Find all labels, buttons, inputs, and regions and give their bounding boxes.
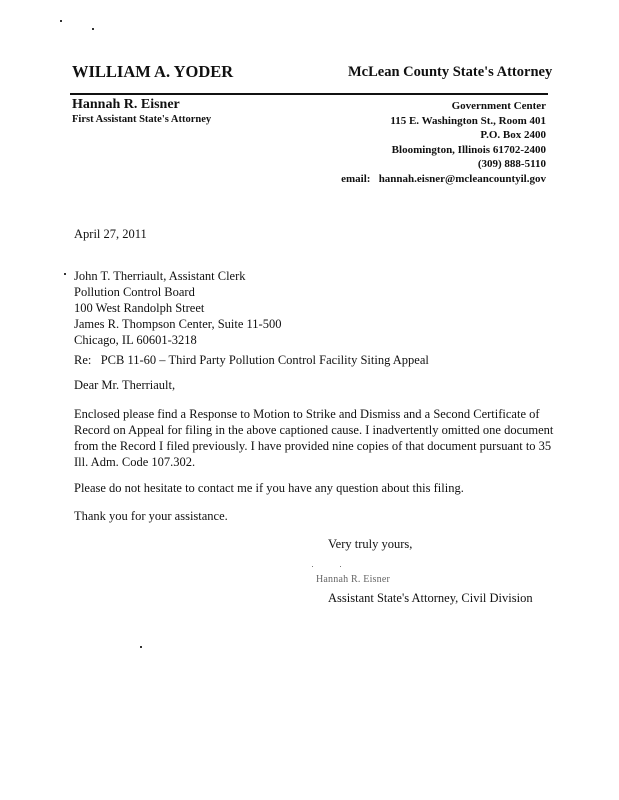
letterhead-divider <box>70 93 548 95</box>
body-paragraph <box>74 406 553 470</box>
signature-mark <box>312 566 313 567</box>
body-paragraph-contact: Please do not hesitate to contact me if you have any question about this filing. <box>74 481 464 495</box>
scan-speck <box>60 20 62 22</box>
subject-text: PCB 11-60 – Third Party Pollution Control Facility Siting Appeal <box>100 353 429 367</box>
subject-label: Re: <box>74 353 92 367</box>
address-line: Bloomington, Illinois 61702-2400 <box>391 143 546 156</box>
subject-line <box>74 352 429 368</box>
email-address[interactable]: hannah.eisner@mcleancountyil.gov <box>378 172 546 185</box>
signature-mark <box>340 566 341 567</box>
address-line: P.O. Box 2400 <box>480 129 546 142</box>
closing: Very truly yours, <box>328 537 413 551</box>
recipient-line: 100 West Randolph Street <box>74 301 205 315</box>
recipient-line: James R. Thompson Center, Suite 11-500 <box>74 317 282 331</box>
signature-name: Hannah R. Eisner <box>316 574 391 585</box>
letterhead-name: WILLIAM A. YODER <box>72 62 234 81</box>
paragraph-line: Enclosed please find a Response to Motion to Strike and Dismiss and a Second Certificate of <box>74 407 540 421</box>
sender-title: First Assistant State's Attorney <box>72 114 212 125</box>
email-line <box>341 172 546 187</box>
signature-title: Assistant State's Attorney, Civil Division <box>328 591 533 605</box>
letter-date: April 27, 2011 <box>74 227 147 241</box>
scan-speck <box>140 646 142 648</box>
scan-speck <box>64 273 66 275</box>
paragraph-line: from the Record I filed previously. I have provided nine copies of that document pursuant to 35 <box>74 439 552 453</box>
scan-speck <box>92 28 94 30</box>
email-label: email: <box>341 172 371 185</box>
recipient-line: Pollution Control Board <box>74 285 195 299</box>
address-block <box>341 99 546 187</box>
recipient-line: Chicago, IL 60601-3218 <box>74 333 197 347</box>
address-line: 115 E. Washington St., Room 401 <box>390 114 546 127</box>
salutation: Dear Mr. Therriault, <box>74 378 176 392</box>
paragraph-line: Record on Appeal for filing in the above captioned cause. I inadvertently omitted one document <box>74 423 554 437</box>
address-line: (309) 888-5110 <box>477 158 546 171</box>
body-paragraph-thanks: Thank you for your assistance. <box>74 509 228 523</box>
paragraph-line: Ill. Adm. Code 107.302. <box>74 455 196 469</box>
recipient-line: John T. Therriault, Assistant Clerk <box>74 269 246 283</box>
letterhead-office: McLean County State's Attorney <box>348 64 553 80</box>
address-line: Government Center <box>451 100 546 112</box>
recipient-block <box>74 268 281 348</box>
sender-name: Hannah R. Eisner <box>72 97 180 112</box>
